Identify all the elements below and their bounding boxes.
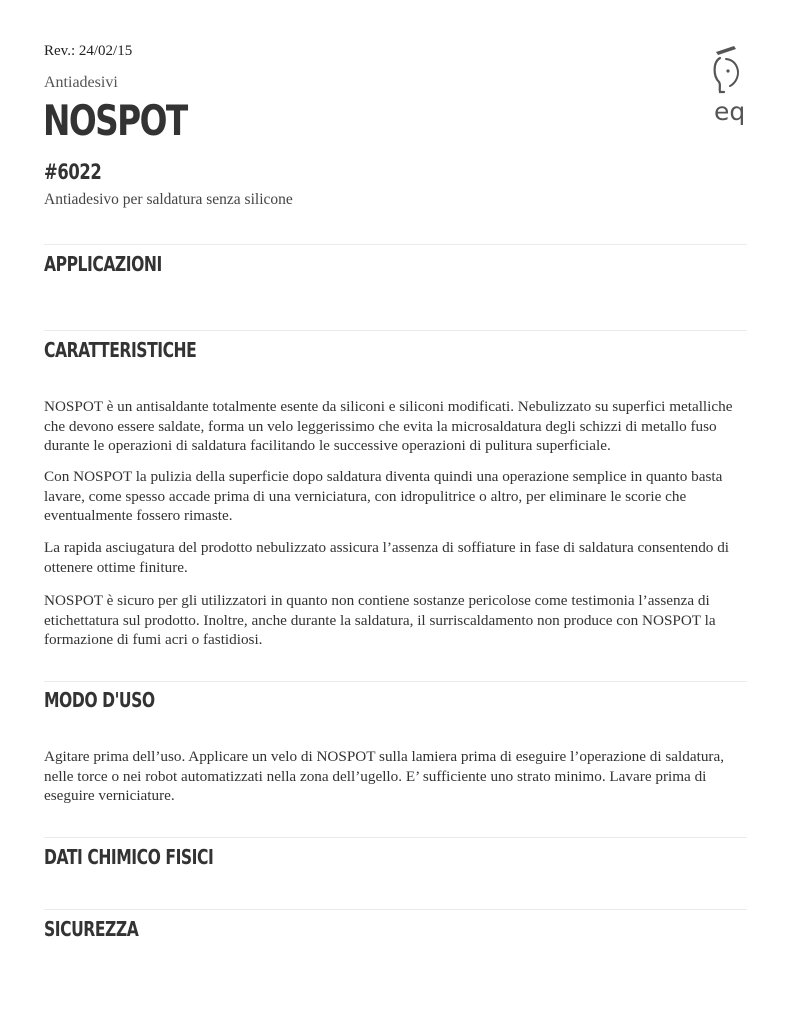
section-divider bbox=[44, 244, 747, 245]
logo-text: eq bbox=[714, 97, 746, 126]
revision-date: Rev.: 24/02/15 bbox=[44, 43, 133, 59]
section-heading-sicurezza: SICUREZZA bbox=[44, 917, 139, 941]
section-heading-modo-duso: MODO D'USO bbox=[44, 688, 155, 712]
section-heading-caratteristiche: CARATTERISTICHE bbox=[44, 338, 197, 362]
paragraph: NOSPOT è sicuro per gli utilizzatori in quanto non contiene sostanze pericolose come testimonia l’assenza di etichettatura sul prodotto. Inoltre, anche durante la saldatura, il surriscaldamento non produce con NOSPOT la formazione di fumi acri o fastidiosi. bbox=[44, 592, 716, 649]
paragraph: La rapida asciugatura del prodotto nebulizzato assicura l’assenza di soffiature in fase di saldatura consentendo di ottenere ottime finiture. bbox=[44, 539, 730, 576]
section-divider bbox=[44, 330, 747, 331]
logo-hat-shape bbox=[716, 46, 736, 55]
logo-face-profile bbox=[715, 58, 724, 92]
logo-eye bbox=[726, 69, 729, 72]
paragraph: NOSPOT è un antisaldante totalmente esente da siliconi e siliconi modificati. Nebulizzato su superfici metalliche che devono essere saldate, forma un velo leggerissimo che evita la microsaldatura degli schizzi di metallo fuso durante le operazioni di saldatura facilitando le successive operazioni di pulitura superficiale. bbox=[44, 398, 733, 455]
product-subtitle: Antiadesivo per saldatura senza silicone bbox=[44, 191, 293, 208]
brand-logo bbox=[706, 42, 752, 130]
section-divider bbox=[44, 837, 747, 838]
product-category: Antiadesivi bbox=[44, 74, 118, 91]
section-heading-applicazioni: APPLICAZIONI bbox=[44, 252, 162, 276]
product-code: #6022 bbox=[44, 160, 102, 184]
section-divider bbox=[44, 681, 747, 682]
section-divider bbox=[44, 909, 747, 910]
paragraph: Agitare prima dell’uso. Applicare un velo di NOSPOT sulla lamiera prima di eseguire l’operazione di saldatura, nelle torce o nei robot automatizzati nella zona dell’ugello. E’ sufficiente uno strato minimo. Lavare prima di eseguire verniciature. bbox=[44, 748, 725, 805]
paragraph: Con NOSPOT la pulizia della superficie dopo saldatura diventa quindi una operazione semplice in quanto basta lavare, come spesso accade prima di una verniciatura, con idropulitrice o altro, per eliminare le scorie che eventualmente fossero rimaste. bbox=[44, 468, 723, 525]
section-heading-dati-chimico-fisici: DATI CHIMICO FISICI bbox=[44, 845, 214, 869]
product-title: NOSPOT bbox=[43, 96, 187, 145]
